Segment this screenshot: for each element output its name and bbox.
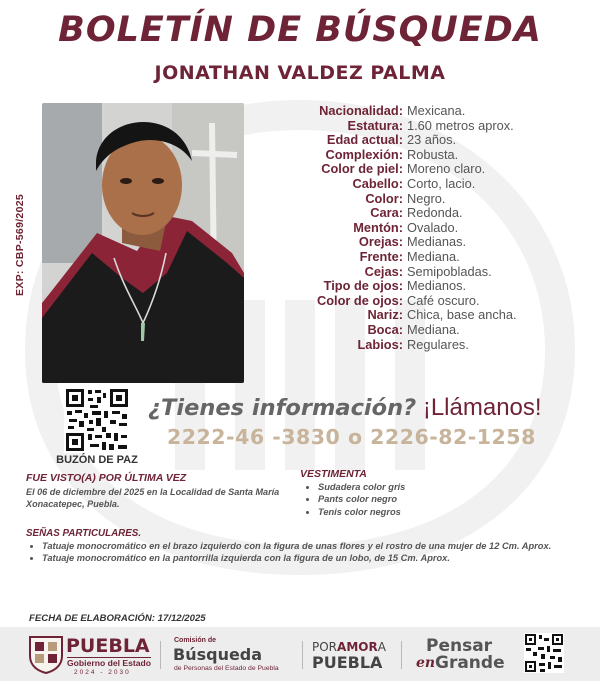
grande-text: Grande <box>435 653 505 673</box>
feature-label: Labios: <box>357 336 403 352</box>
feature-label: Cabello: <box>352 175 403 191</box>
feature-row <box>252 206 592 221</box>
feature-row <box>252 221 592 236</box>
feature-row <box>252 177 592 192</box>
clothing-item: • Sudadera color gris <box>318 481 405 493</box>
feature-label: Frente: <box>359 248 403 264</box>
feature-label: Orejas: <box>358 234 403 250</box>
feature-row <box>252 294 592 309</box>
feature-label: Mentón: <box>353 219 403 235</box>
marks-list <box>30 541 582 564</box>
feature-value: Café oscuro. <box>407 292 480 308</box>
por-amor-logo <box>312 640 386 654</box>
feature-row <box>252 338 592 353</box>
feature-value: Corto, lacio. <box>407 175 476 191</box>
mark-item: • Tatuaje monocromático en el brazo izquierdo con la figura de unas flores y el rostro de una mujer de 12 Cm. Aprox. <box>42 541 582 553</box>
feature-row <box>252 148 592 163</box>
gobierno-text: Gobierno del Estado <box>67 658 152 668</box>
feature-value: Semipobladas. <box>407 263 492 279</box>
feature-label: Edad actual: <box>326 132 403 148</box>
puebla-campaign-text: PUEBLA <box>312 653 383 672</box>
buzon-label: BUZÓN DE PAZ <box>56 454 138 466</box>
footer-divider <box>160 641 161 669</box>
footer-logos <box>0 627 600 681</box>
feature-value: 1.60 metros aprox. <box>407 117 514 133</box>
busqueda-text: Búsqueda <box>173 645 263 664</box>
feature-value: Moreno claro. <box>407 161 486 177</box>
missing-person-photo <box>42 103 244 383</box>
feature-row <box>252 308 592 323</box>
a-text: A <box>377 640 386 654</box>
phone-separator: o <box>347 425 363 449</box>
puebla-logo-text: PUEBLA <box>66 635 150 657</box>
elaboration-date: FECHA DE ELABORACIÓN: 17/12/2025 <box>29 613 206 624</box>
feature-label: Tipo de ojos: <box>323 278 403 294</box>
footer-divider <box>302 641 303 669</box>
amor-text: AMOR <box>337 640 378 654</box>
feature-row <box>252 104 592 119</box>
feature-value: Mexicana. <box>407 103 466 118</box>
footer-divider <box>401 641 402 669</box>
clothing-list <box>306 481 405 518</box>
feature-row <box>252 235 592 250</box>
feature-label: Color: <box>365 190 403 206</box>
feature-value: Negro. <box>407 190 446 206</box>
por-text: POR <box>312 640 338 654</box>
feature-row <box>252 323 592 338</box>
feature-label: Complexión: <box>325 146 403 162</box>
feature-row <box>252 162 592 177</box>
feature-label: Cara: <box>370 205 403 221</box>
years-text: 2024 - 2030 <box>74 669 131 676</box>
physical-features <box>252 104 592 352</box>
feature-row <box>252 250 592 265</box>
state-shield-icon <box>27 634 65 674</box>
feature-label: Color de ojos: <box>316 292 403 308</box>
en-text: en <box>416 655 436 671</box>
marks-heading: SEÑAS PARTICULARES. <box>26 528 142 539</box>
comision-subtitle: de Personas del Estado de Puebla <box>174 665 279 672</box>
comision-text: Comisión de <box>174 637 217 644</box>
feature-value: Chica, base ancha. <box>407 307 517 323</box>
feature-value: Redonda. <box>407 205 463 221</box>
pensar-text: Pensar <box>426 636 493 656</box>
question-text: ¿Tienes información? <box>148 395 417 421</box>
missing-person-name: JONATHAN VALDEZ PALMA <box>154 62 446 84</box>
feature-label: Nacionalidad: <box>319 103 403 118</box>
clothing-item: • Tenis color negros <box>318 506 405 518</box>
phone-number-1[interactable]: 2222-46 -3830 <box>167 425 341 449</box>
feature-row <box>252 133 592 148</box>
clothing-item: • Pants color negro <box>318 493 405 505</box>
feature-row <box>252 119 592 134</box>
contact-question <box>148 394 542 422</box>
case-number: EXP: CBP-569/2025 <box>14 194 26 296</box>
buzon-qr-code[interactable] <box>64 387 130 453</box>
feature-value: 23 años. <box>407 132 457 148</box>
feature-label: Nariz: <box>367 307 403 323</box>
feature-value: Regulares. <box>407 336 469 352</box>
feature-label: Estatura: <box>347 117 403 133</box>
feature-value: Medianas. <box>407 234 467 250</box>
bulletin-title: BOLETÍN DE BÚSQUEDA <box>58 10 542 50</box>
feature-row <box>252 192 592 207</box>
feature-label: Color de piel: <box>321 161 403 177</box>
feature-row <box>252 279 592 294</box>
mark-item: • Tatuaje monocromático en la pantorrilla izquierda con la figura de un lobo, de 15 Cm. Aprox. <box>42 553 582 565</box>
last-seen-text: El 06 de diciembre del 2025 en la Localidad de Santa María Xonacatepec, Puebla. <box>26 487 280 509</box>
footer-qr-code[interactable] <box>524 633 564 673</box>
feature-value: Ovalado. <box>407 219 459 235</box>
last-seen-heading: FUE VISTO(A) POR ÚLTIMA VEZ <box>26 472 187 484</box>
clothing-heading: VESTIMENTA <box>300 468 367 480</box>
feature-value: Mediana. <box>407 248 460 264</box>
feature-value: Mediana. <box>407 321 460 337</box>
phone-number-2[interactable]: 2226-82-1258 <box>370 425 536 449</box>
feature-row <box>252 265 592 280</box>
feature-label: Cejas: <box>364 263 403 279</box>
call-text: ¡Llámanos! <box>422 394 542 421</box>
feature-value: Medianos. <box>407 278 467 294</box>
contact-phones <box>167 425 536 449</box>
feature-value: Robusta. <box>407 146 459 162</box>
feature-label: Boca: <box>367 321 403 337</box>
